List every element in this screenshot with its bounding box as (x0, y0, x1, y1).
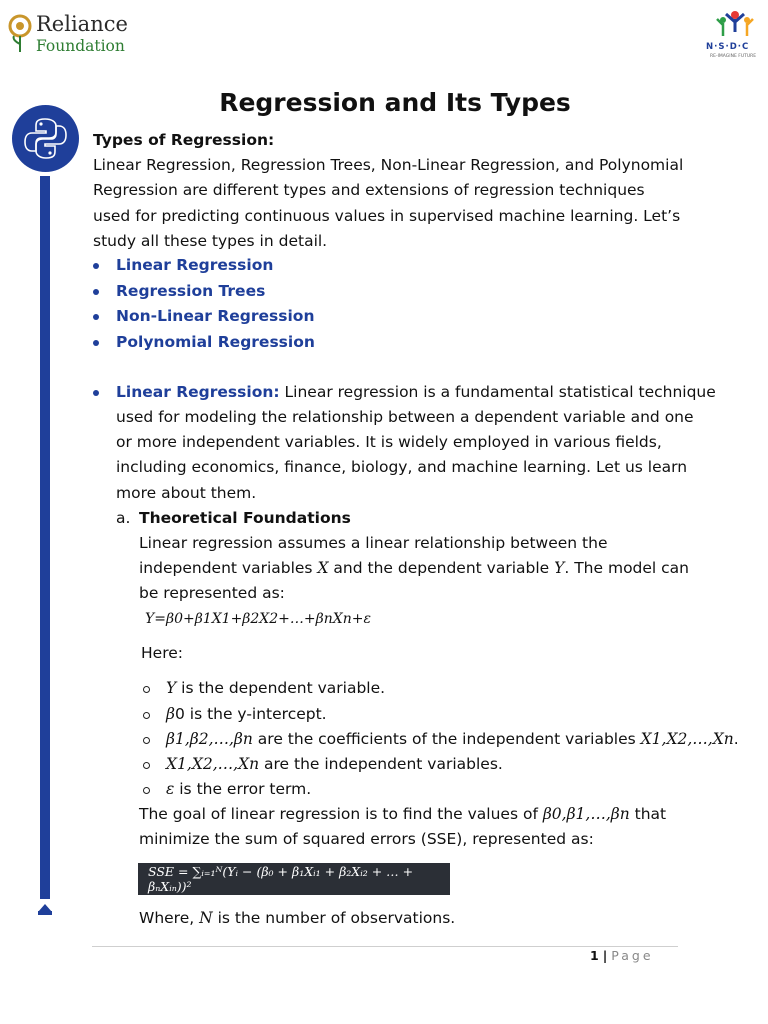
list-item-polynomial: Polynomial Regression (116, 333, 315, 351)
text-run: and the dependent variable (328, 559, 555, 577)
intro-line-4: study all these types in detail. (93, 232, 328, 250)
page-footer (590, 948, 680, 963)
sidebar-arrow-base (38, 911, 52, 915)
nsdc-people-icon (714, 10, 756, 42)
text-run: is the number of observations. (212, 909, 456, 927)
bullet-dot (93, 340, 99, 346)
intro-line-3: used for predicting continuous values in supervised machine learning. Let’s (93, 207, 681, 225)
circle-bullet (143, 787, 150, 794)
page-number: 1 (590, 948, 599, 963)
nsdc-text: N·S·D·C (706, 42, 750, 52)
goal-line-2: minimize the sum of squared errors (SSE), represented as: (139, 830, 594, 848)
text-run: are the independent variables. (259, 755, 503, 773)
foundations-heading: Theoretical Foundations (139, 509, 351, 527)
symbol: Y (166, 679, 177, 697)
bullet-dot (93, 390, 99, 396)
types-heading: Types of Regression: (93, 131, 275, 149)
reliance-emblem-icon (8, 14, 34, 54)
text-run: . (733, 730, 739, 748)
symbol: β (166, 705, 175, 723)
foundations-line-2 (139, 556, 689, 581)
page-word: Page (611, 948, 654, 963)
foundations-line-1: Linear regression assumes a linear relationship between the (139, 534, 608, 552)
linear-section-line-5: more about them. (116, 484, 257, 502)
reliance-foundation-logo (8, 12, 138, 57)
list-item-trees: Regression Trees (116, 282, 266, 300)
foundations-line-3: be represented as: (139, 584, 285, 602)
circle-bullet (143, 762, 150, 769)
logo-text-foundation: Foundation (36, 37, 125, 55)
text-run: . The model can (564, 559, 690, 577)
sse-formula: SSE = ∑ᵢ₌₁ᴺ(Yᵢ − (β₀ + β₁Xᵢ₁ + β₂Xᵢ₂ + … + βₙXᵢₙ))² (138, 863, 450, 895)
logo-text-reliance: Reliance (36, 12, 128, 36)
circle-bullet (143, 737, 150, 744)
goal-line-1 (139, 802, 666, 827)
list-item-linear: Linear Regression (116, 256, 274, 274)
linear-section-label: Linear Regression: (116, 383, 280, 401)
text-run: is the error term. (174, 780, 312, 798)
definition-y (166, 676, 385, 701)
definition-coefficients (166, 727, 739, 752)
sidebar-vertical-bar (40, 176, 50, 899)
text-run: Where, (139, 909, 200, 927)
bullet-dot (93, 263, 99, 269)
symbol: X1,X2,…,Xn (166, 755, 260, 773)
symbol: X1,X2,…,Xn (640, 730, 734, 748)
linear-section-line-3: or more independent variables. It is widely employed in various fields, (116, 433, 662, 451)
symbol: ε (166, 780, 175, 798)
text-run: The goal of linear regression is to find the values of (139, 805, 543, 823)
foundations-marker: a. (116, 509, 131, 527)
text-run: independent variables (139, 559, 318, 577)
page-title: Regression and Its Types (219, 88, 571, 117)
linear-section-line-2: used for modeling the relationship between a dependent variable and one (116, 408, 694, 426)
here-label: Here: (141, 644, 183, 662)
model-equation: Y=β0+β1X1+β2X2+…+βnXn+ε (145, 611, 371, 627)
symbol: β1,β2,…,βn (166, 730, 253, 748)
linear-section-line-4: including economics, finance, biology, and machine learning. Let us learn (116, 458, 688, 476)
nsdc-logo (704, 10, 764, 60)
bullet-dot (93, 314, 99, 320)
footer-divider (92, 946, 678, 947)
symbol: β0,β1,…,βn (542, 805, 630, 823)
bullet-dot (93, 289, 99, 295)
linear-section-first-line (116, 380, 716, 405)
page-separator: | (602, 948, 608, 963)
list-item-nonlinear: Non-Linear Regression (116, 307, 315, 325)
intro-line-2: Regression are different types and extensions of regression techniques (93, 181, 645, 199)
var-x: X (317, 559, 329, 577)
definition-independent (166, 752, 503, 777)
circle-bullet (143, 712, 150, 719)
circle-bullet (143, 686, 150, 693)
var-y: Y (554, 559, 565, 577)
where-line (139, 906, 455, 931)
text-run: that (629, 805, 667, 823)
definition-error (166, 777, 311, 802)
linear-section-text: Linear regression is a fundamental statistical technique (284, 383, 716, 401)
intro-line-1: Linear Regression, Regression Trees, Non-Linear Regression, and Polynomial (93, 156, 684, 174)
text-run: 0 is the y-intercept. (174, 705, 327, 723)
nsdc-tagline: RE-IMAGINE FUTURE (710, 54, 757, 59)
definition-beta0 (166, 702, 327, 727)
symbol: N (199, 909, 213, 927)
text-run: is the dependent variable. (176, 679, 386, 697)
text-run: are the coefficients of the independent variables (252, 730, 641, 748)
